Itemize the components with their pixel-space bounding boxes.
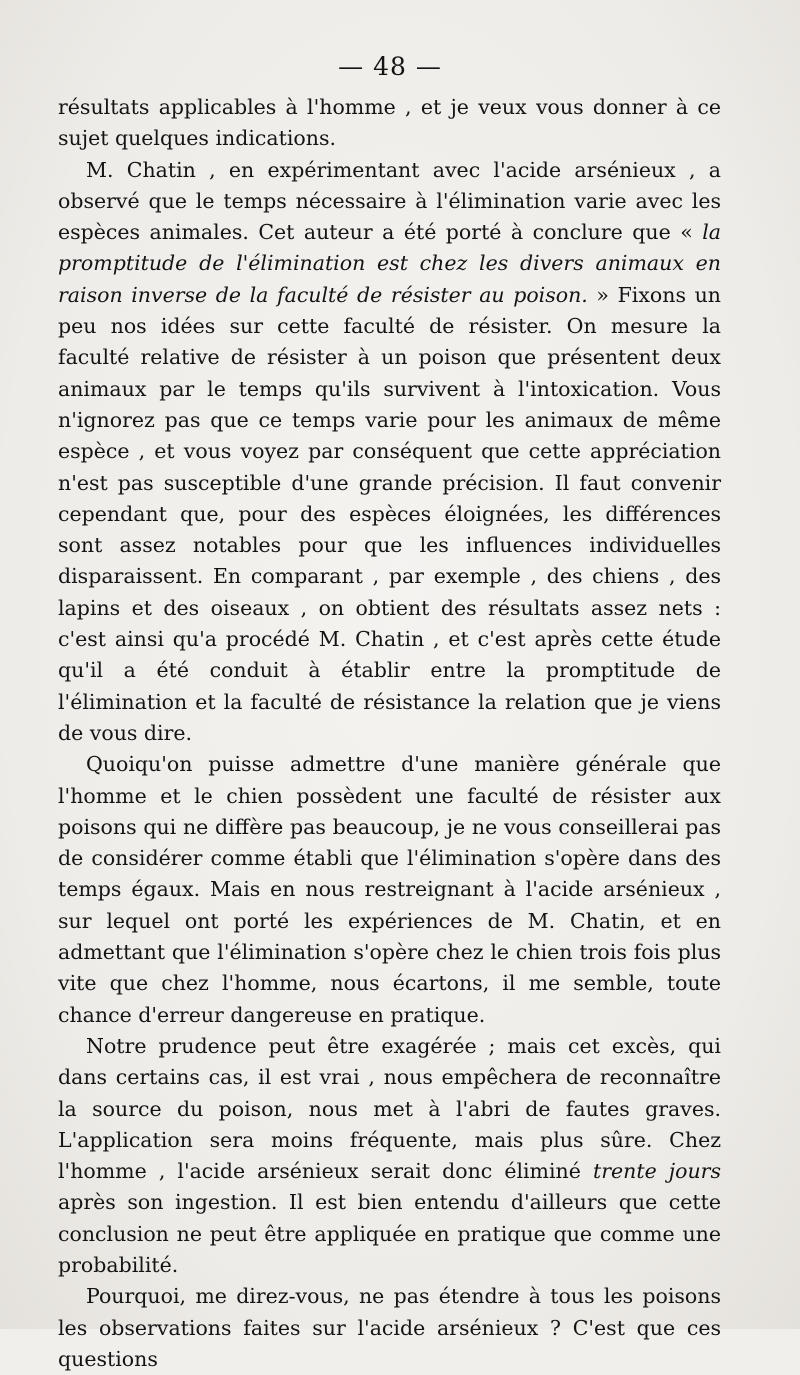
paragraph-4: [58, 1031, 721, 1281]
paragraph-5: [58, 1281, 721, 1375]
paragraph-2: [58, 155, 721, 750]
paragraph-1-text: résultats applicables à l'homme , et je veux vous donner à ce sujet quelques indications.: [58, 95, 721, 151]
page-number: — 48 —: [338, 52, 442, 81]
body-text: [58, 92, 721, 1375]
paragraph-5-text: Pourquoi, me direz-vous, ne pas étendre à tous les poisons les observations faites sur l'acide arsénieux ? C'est que ces questions: [58, 1284, 721, 1371]
paragraph-3: [58, 749, 721, 1031]
paragraph-3-text: Quoiqu'on puisse admettre d'une manière générale que l'homme et le chien possèdent une faculté de résister aux poisons qui ne diffère pas beaucoup, je ne vous conseillerai pas de considérer comme établi que l'élimination s'opère dans des temps égaux. Mais en nous restreignant à l'acide arsénieux , sur lequel ont porté les expériences de M. Chatin, et en admettant que l'élimination s'opère chez le chien trois fois plus vite que chez l'homme, nous écartons, il me semble, toute chance d'erreur dangereuse en pratique.: [58, 752, 721, 1027]
paragraph-1: [58, 92, 721, 155]
paragraph-2-italic-quote: la promptitude de l'élimination est chez les divers animaux en raison inverse de la faculté de résister au poison.: [58, 220, 721, 307]
paragraph-2-text-a: M. Chatin , en expérimentant avec l'acide arsénieux , a observé que le temps nécessaire à l'élimination varie avec les espèces animales. Cet auteur a été porté à conclure que «: [58, 157, 721, 245]
paragraph-4-text-b: après son ingestion. Il est bien entendu d'ailleurs que cette conclusion ne peut être appliquée en pratique que comme une probabilité.: [58, 1190, 721, 1277]
paragraph-2-text-b: » Fixons un peu nos idées sur cette faculté de résister. On mesure la faculté relative de résister à un poison que présentent deux animaux par le temps qu'ils survivent à l'intoxication. Vous n'ignorez pas que ce temps varie pour les animaux de même espèce , et vous voyez par conséquent que cette appréciation n'est pas susceptible d'une grande précision. Il faut convenir cependant que, pour des espèces éloignées, les différences sont assez notables pour que les influences individuelles disparaissent. En comparant , par exemple , des chiens , des lapins et des oiseaux , on obtient des résultats assez nets : c'est ainsi qu'a procédé M. Chatin , et c'est après cette étude qu'il a été conduit à établir entre la promptitude de l'élimination et la faculté de résistance la relation que je viens de vous dire.: [58, 282, 721, 745]
paragraph-4-text-a: Notre prudence peut être exagérée ; mais cet excès, qui dans certains cas, il est vrai , nous empêchera de reconnaître la source du poison, nous met à l'abri de fautes graves. L'application sera moins fréquente, mais plus sûre. Chez l'homme , l'acide arsénieux serait donc éliminé: [58, 1033, 721, 1184]
paragraph-4-italic-phrase: trente jours: [592, 1159, 721, 1184]
